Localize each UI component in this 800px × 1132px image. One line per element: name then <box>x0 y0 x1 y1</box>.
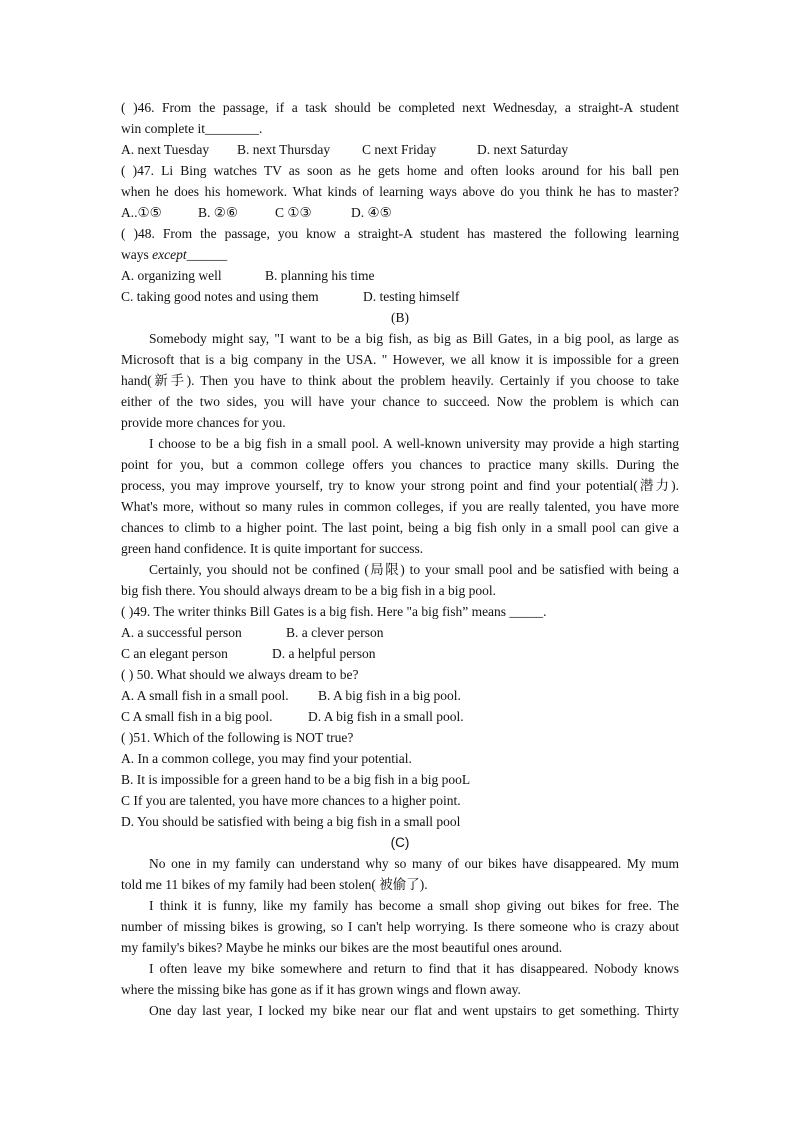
q51-option-c: C If you are talented, you have more chances to a higher point. <box>121 793 461 808</box>
q46-option-a: A. next Tuesday <box>121 142 210 157</box>
q50-option-b: B. A big fish in a big pool. <box>318 688 461 703</box>
section-b-p2-line-4: What's more, without so many rules in common colleges, if you are really talented, you have more <box>121 499 679 514</box>
question-46-line-2: win complete it________. <box>121 121 263 136</box>
q50-option-c: C A small fish in a big pool. <box>121 709 273 724</box>
q51-option-b: B. It is impossible for a green hand to be a big fish in a big pooL <box>121 772 471 787</box>
section-b-p2-line-6: green hand confidence. It is quite important for success. <box>121 541 424 556</box>
q48-option-d: D. testing himself <box>363 289 460 304</box>
section-c-p3-line-1: I often leave my bike somewhere and return to find that it has disappeared. Nobody knows <box>149 961 679 976</box>
q51-option-a: A. In a common college, you may find your potential. <box>121 751 412 766</box>
section-b-p1-line-2: Microsoft that is a big company in the USA. " However, we all know it is impossible for a green <box>121 352 679 367</box>
section-b-p3-line-2: big fish there. You should always dream to be a big fish in a big pool. <box>121 583 496 598</box>
q50-option-a: A. A small fish in a small pool. <box>121 688 289 703</box>
q48-except-word: except <box>152 247 187 262</box>
q48-answer-blank: ______ <box>186 247 228 262</box>
question-46-line-1: ( )46. From the passage, if a task should be completed next Wednesday, a straight-A student <box>121 100 679 115</box>
question-48-line-2 <box>121 244 227 265</box>
section-b-p3-line-1: Certainly, you should not be confined (局限) to your small pool and be satisfied with being a <box>149 562 679 577</box>
section-c-p3-line-2: where the missing bike has gone as if it has grown wings and flown away. <box>121 982 521 997</box>
section-c-p2-line-3: my family's bikes? Maybe he minks our bikes are the most beautiful ones around. <box>121 940 563 955</box>
q47-option-d: D. ④⑤ <box>351 205 392 220</box>
question-47-line-1: ( )47. Li Bing watches TV as soon as he gets home and often looks around for his ball pen <box>121 163 679 178</box>
question-51-stem: ( )51. Which of the following is NOT true? <box>121 730 354 745</box>
section-c-p1-line-1: No one in my family can understand why so many of our bikes have disappeared. My mum <box>149 856 679 871</box>
q47-option-c: C ①③ <box>275 205 312 220</box>
question-47-line-2: when he does his homework. What kinds of learning ways above do you think he has to master? <box>121 184 679 199</box>
section-b-heading: (B) <box>391 310 409 325</box>
section-b-p2-line-2: point for you, but a common college offers you chances to practice many skills. During the <box>121 457 679 472</box>
q48-line-2-prefix: ways <box>121 247 153 262</box>
q48-option-b: B. planning his time <box>265 268 375 283</box>
q46-option-c: C next Friday <box>362 142 437 157</box>
section-c-heading: (C) <box>390 835 410 850</box>
section-c-p2-line-2: number of missing bikes is growing, so I can't help worrying. Is there someone who is crazy about <box>121 919 679 934</box>
q49-option-a: A. a successful person <box>121 625 242 640</box>
question-50-stem: ( ) 50. What should we always dream to be? <box>121 667 359 682</box>
q49-option-d: D. a helpful person <box>272 646 376 661</box>
section-b-p1-line-1: Somebody might say, "I want to be a big fish, as big as Bill Gates, in a big pool, as large as <box>149 331 679 346</box>
q48-option-a: A. organizing well <box>121 268 222 283</box>
section-b-p2-line-1: I choose to be a big fish in a small pool. A well-known university may provide a high starting <box>149 436 679 451</box>
q47-option-a: A..①⑤ <box>121 205 162 220</box>
section-c-p4-line-1: One day last year, I locked my bike near our flat and went upstairs to get something. Thirty <box>149 1003 679 1018</box>
section-b-p1-line-5: provide more chances for you. <box>121 415 286 430</box>
section-b-p1-line-4: either of the two sides, you will have your chance to succeed. Now the problem is which can <box>121 394 679 409</box>
q47-option-b: B. ②⑥ <box>198 205 238 220</box>
q46-option-d: D. next Saturday <box>477 142 569 157</box>
question-48-line-1: ( )48. From the passage, you know a straight-A student has mastered the following learning <box>121 226 679 241</box>
question-49-stem: ( )49. The writer thinks Bill Gates is a big fish. Here "a big fish” means _____. <box>121 604 547 619</box>
section-b-p2-line-5: chances to climb to a higher point. The last point, being a big fish only in a small pool can give a <box>121 520 679 535</box>
section-c-p2-line-1: I think it is funny, like my family has become a small shop giving out bikes for free. The <box>149 898 679 913</box>
q46-option-b: B. next Thursday <box>237 142 331 157</box>
q49-option-b: B. a clever person <box>286 625 384 640</box>
q49-option-c: C an elegant person <box>121 646 228 661</box>
section-b-p1-line-3: hand(新手). Then you have to think about the problem heavily. Certainly if you choose to take <box>121 373 679 388</box>
q48-option-c: C. taking good notes and using them <box>121 289 319 304</box>
q50-option-d: D. A big fish in a small pool. <box>308 709 464 724</box>
q51-option-d: D. You should be satisfied with being a big fish in a small pool <box>121 814 461 829</box>
section-b-p2-line-3: process, you may improve yourself, try to know your strong point and find your potential(潜力). <box>121 478 679 493</box>
section-c-p1-line-2: told me 11 bikes of my family had been stolen( 被偷了). <box>121 877 428 892</box>
